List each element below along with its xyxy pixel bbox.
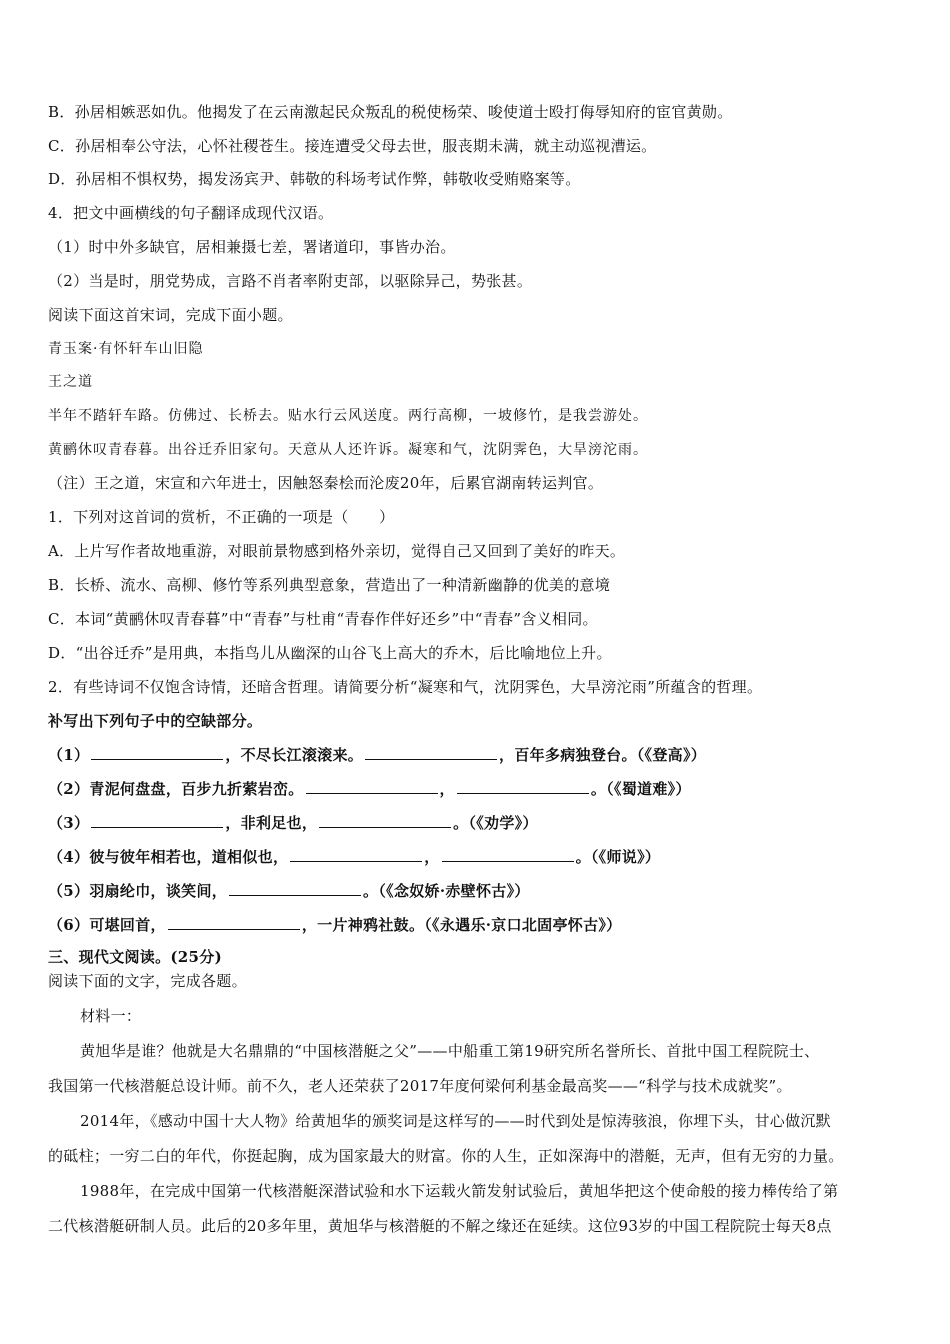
poem-option-b: B．长桥、流水、高柳、修竹等系列典型意象，营造出了一种清新幽静的优美的意境 (48, 576, 611, 594)
fill-in-item-2-text: （2）青泥何盘盘，百步九折萦岩峦。 (48, 780, 304, 798)
q4-sentence-2: （2）当是时，朋党势成，言路不肖者率附吏部，以驱除异己，势张甚。 (48, 272, 533, 290)
q4-prompt: 4．把文中画横线的句子翻译成现代汉语。 (48, 204, 334, 222)
fill-in-item-3-text: 。（《劝学》） (453, 814, 538, 832)
answer-blank[interactable] (168, 913, 300, 930)
answer-blank[interactable] (229, 879, 361, 896)
answer-blank[interactable] (91, 743, 223, 760)
answer-blank[interactable] (290, 845, 422, 862)
q3-option-d: D．孙居相不惧权势，揭发汤宾尹、韩敬的科场考试作弊，韩敬收受贿赂案等。 (48, 170, 581, 188)
fill-in-item-5-text: 。（《念奴娇·赤壁怀古》） (363, 882, 530, 900)
poem-author: 王之道 (48, 374, 93, 390)
answer-blank[interactable] (365, 743, 497, 760)
fill-in-item-2-text: 。（《蜀道难》） (590, 780, 691, 798)
answer-blank[interactable] (306, 777, 438, 794)
poem-line-1: 半年不踏轩车路。仿佛过、长桥去。贴水行云风送度。两行高柳，一坡修竹，是我尝游处。 (48, 408, 648, 424)
q3-option-b: B．孙居相嫉恶如仇。他揭发了在云南激起民众叛乱的税使杨荣、唆使道士殴打侮辱知府的宦官黄勋。 (48, 103, 733, 121)
poem-note: （注）王之道，宋宣和六年进士，因触怒秦桧而沦废20年，后累官湖南转运判官。 (48, 474, 604, 492)
paragraph-1-line-2: 我国第一代核潜艇总设计师。前不久，老人还荣获了2017年度何梁何利基金最高奖——“科学与技术成就奖”。 (48, 1077, 792, 1095)
fill-in-item-6-text: （6）可堪回首， (48, 916, 166, 934)
fill-in-item-2-text: ， (439, 780, 455, 798)
fill-in-item-6 (48, 913, 910, 936)
q4-sentence-1: （1）时中外多缺官，居相兼摄七差，署诸道印，事皆办治。 (48, 238, 456, 256)
poem-option-a: A．上片写作者故地重游，对眼前景物感到格外亲切，觉得自己又回到了美好的昨天。 (48, 542, 626, 560)
paragraph-3-line-2: 二代核潜艇研制人员。此后的20多年里，黄旭华与核潜艇的不解之缘还在延续。这位93岁的中国工程院院士每天8点 (48, 1217, 832, 1235)
answer-blank[interactable] (442, 845, 574, 862)
fill-in-heading: 补写出下列句子中的空缺部分。 (48, 712, 263, 730)
answer-blank[interactable] (91, 811, 223, 828)
fill-in-item-4 (48, 845, 910, 868)
fill-in-item-1-text: ，不尽长江滚滚来。 (225, 746, 364, 764)
poem-line-2: 黄鹂休叹青春暮。出谷迁乔旧家句。天意从人还许诉。凝寒和气，沈阴霁色，大旱滂沱雨。 (48, 442, 648, 458)
poem-question-1: 1．下列对这首词的赏析，不正确的一项是（ ） (48, 508, 395, 526)
answer-blank[interactable] (457, 777, 589, 794)
paragraph-2-line-1: 2014年，《感动中国十大人物》给黄旭华的颁奖词是这样写的——时代到处是惊涛骇浪，你埋下头，甘心做沉默 (80, 1112, 831, 1130)
fill-in-item-5 (48, 879, 910, 902)
fill-in-item-6-text: ，一片神鸦社鼓。（《永遇乐·京口北固亭怀古》） (301, 916, 622, 934)
q3-option-c: C．孙居相奉公守法，心怀社稷苍生。接连遭受父母去世，服丧期未满，就主动巡视漕运。 (48, 137, 657, 155)
poem-question-2: 2．有些诗词不仅饱含诗情，还暗含哲理。请简要分析“凝寒和气，沈阴霁色，大旱滂沱雨”所蕴含的哲理。 (48, 678, 763, 696)
fill-in-item-4-text: ， (424, 848, 440, 866)
fill-in-item-4-text: 。（《师说》） (575, 848, 661, 866)
fill-in-item-3 (48, 811, 910, 834)
paragraph-3-line-1: 1988年，在完成中国第一代核潜艇深潜试验和水下运载火箭发射试验后，黄旭华把这个使命般的接力棒传给了第 (80, 1182, 839, 1200)
section-3-intro: 阅读下面的文字，完成各题。 (48, 972, 247, 990)
fill-in-item-1-text: （1） (48, 746, 90, 764)
poem-intro: 阅读下面这首宋词，完成下面小题。 (48, 306, 293, 324)
paragraph-2-line-2: 的砥柱；一穷二白的年代，你挺起胸，成为国家最大的财富。你的人生，正如深海中的潜艇，无声，但有无穷的力量。 (48, 1147, 844, 1165)
material-label: 材料一： (80, 1007, 142, 1025)
answer-blank[interactable] (319, 811, 451, 828)
fill-in-item-3-text: ，非利足也， (225, 814, 318, 832)
fill-in-item-2 (48, 777, 910, 800)
section-3-heading: 三、现代文阅读。(25分) (48, 948, 222, 966)
poem-option-c: C．本词“黄鹂休叹青春暮”中“青春”与杜甫“青春作伴好还乡”中“青春”含义相同。 (48, 610, 598, 628)
fill-in-item-1 (48, 743, 910, 766)
poem-option-d: D．“出谷迁乔”是用典，本指鸟儿从幽深的山谷飞上高大的乔木，后比喻地位上升。 (48, 644, 612, 662)
fill-in-item-3-text: （3） (48, 814, 90, 832)
fill-in-item-5-text: （5）羽扇纶巾，谈笑间， (48, 882, 228, 900)
paragraph-1-line-1: 黄旭华是谁？他就是大名鼎鼎的“中国核潜艇之父”——中船重工第19研究所名誉所长、首批中国工程院院士、 (80, 1042, 820, 1060)
fill-in-item-1-text: ，百年多病独登台。（《登高》） (499, 746, 707, 764)
poem-title: 青玉案·有怀轩车山旧隐 (48, 341, 204, 357)
fill-in-item-4-text: （4）彼与彼年相若也，道相似也， (48, 848, 289, 866)
